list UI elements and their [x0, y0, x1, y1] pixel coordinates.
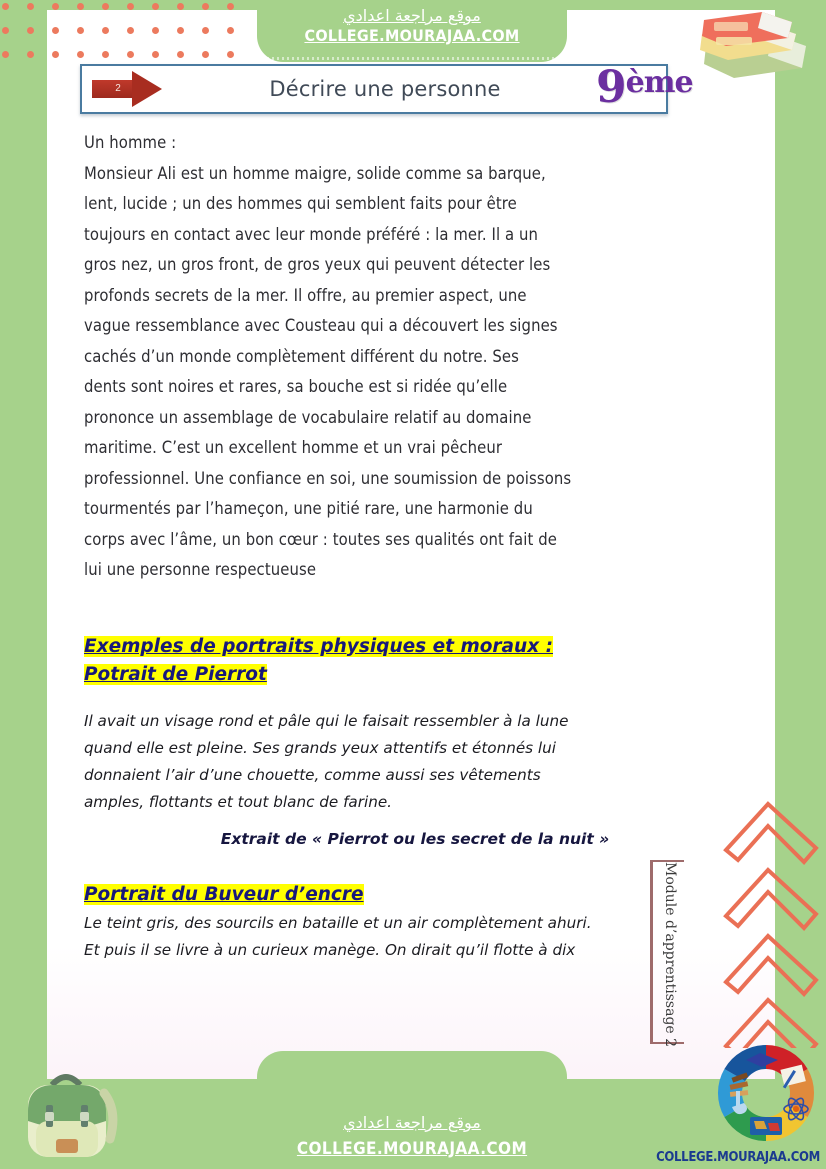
text-line: quand elle est pleine. Ses grands yeux attentifs et étonnés lui: [84, 738, 556, 757]
document-content: [84, 128, 666, 964]
grade-badge-suffix: ème: [625, 65, 693, 100]
decoration-dot: [77, 51, 84, 58]
spacer: [84, 690, 666, 708]
decoration-dot: [202, 27, 209, 34]
decoration-dot: [177, 3, 184, 10]
chevron-up-outline-icon: [716, 788, 826, 1048]
buveur-heading-line: [84, 882, 666, 908]
text-line: lent, lucide ; un des hommes qui semblent faits pour être: [84, 194, 517, 213]
text-line: profonds secrets de la mer. Il offre, au premier aspect, une: [84, 285, 527, 305]
lesson-title-bar: [80, 64, 668, 114]
arrow-right-icon: [92, 71, 164, 107]
decoration-dot: [27, 27, 34, 34]
book-stack-icon: [694, 6, 814, 94]
decoration-dot: [52, 27, 59, 34]
decoration-dot: [102, 27, 109, 34]
text-line: toujours en contact avec leur monde préféré : la mer. Il a un: [84, 224, 539, 244]
decoration-dot: [202, 3, 209, 10]
header-site-url[interactable]: COLLEGE.MOURAJAA.COM: [304, 26, 520, 45]
examples-heading-text-1: Exemples de portraits physiques et moraux :: [84, 635, 553, 657]
decoration-dot: [227, 3, 234, 10]
module-label-text: Module d’apprentissage 2: [662, 862, 678, 1048]
text-line: tourmentés par l’hameçon, une pitié rare, une harmonie du: [84, 499, 533, 518]
decoration-dot: [77, 27, 84, 34]
text-line: cachés d’un monde complètement différent du notre. Ses: [84, 346, 519, 366]
text-line: dents sont noires et rares, sa bouche est si ridée qu’elle: [84, 377, 508, 396]
page-title: Décrire une personne: [269, 77, 501, 101]
lesson-number: 2: [115, 83, 121, 94]
text-line: vague ressemblance avec Cousteau qui a découvert les signes: [84, 316, 558, 335]
examples-heading-text-2: Potrait de Pierrot: [84, 663, 267, 685]
buveur-heading-text: Portrait du Buveur d’encre: [84, 883, 364, 905]
dot-grid-decoration: [0, 0, 250, 60]
text-line: gros nez, un gros front, de gros yeux qui peuvent détecter les: [84, 255, 551, 274]
text-line: Et puis il se livre à un curieux manège. On dirait qu’il flotte à dix: [84, 940, 576, 959]
decoration-dot: [52, 3, 59, 10]
header-dotted-rule: [267, 57, 557, 60]
spacer: [84, 586, 666, 634]
examples-heading-line-2: [84, 662, 666, 688]
arrow-head: [132, 71, 162, 107]
backpack-icon: [12, 1063, 122, 1163]
text-line: prononce un assemblage de vocabulaire relatif au domaine: [84, 407, 532, 427]
footer-site-arabic: موقع مراجعة اعدادي: [343, 1113, 481, 1132]
buveur-paragraph: [84, 910, 666, 964]
pierrot-paragraph: [84, 708, 666, 816]
intro-label: Un homme :: [84, 133, 177, 152]
decoration-dot: [2, 3, 9, 10]
text-line: Il avait un visage rond et pâle qui le faisait ressembler à la lune: [84, 711, 569, 730]
decoration-dot: [177, 51, 184, 58]
text-line: corps avec l’âme, un bon cœur : toutes ses qualités ont fait de: [84, 529, 557, 549]
decoration-dot: [52, 51, 59, 58]
decoration-dot: [202, 51, 209, 58]
module-label-box: [650, 860, 684, 1048]
decoration-dot: [152, 27, 159, 34]
decoration-dot: [127, 27, 134, 34]
grade-badge: [596, 62, 693, 113]
page-footer: [0, 1079, 826, 1169]
logo-caption: COLLEGE.MOURAJAA.COM: [656, 1150, 820, 1165]
text-line: Le teint gris, des sourcils en bataille et un air complètement ahuri.: [84, 913, 592, 932]
footer-site-tab: [257, 1051, 567, 1121]
grade-badge-number: 9: [596, 62, 626, 113]
text-line: professionnel. Une confiance en soi, une soumission de poissons: [84, 468, 572, 488]
decoration-dot: [127, 51, 134, 58]
spacer: [84, 848, 666, 882]
decoration-dot: [227, 51, 234, 58]
examples-heading-line-1: [84, 634, 666, 660]
text-line: maritime. C’est un excellent homme et un vrai pêcheur: [84, 438, 503, 457]
text-line: donnaient l’air d’une chouette, comme aussi ses vêtements: [84, 765, 541, 784]
header-site-arabic: موقع مراجعة اعدادي: [343, 6, 481, 25]
decoration-dot: [177, 27, 184, 34]
footer-site-url[interactable]: COLLEGE.MOURAJAA.COM: [296, 1139, 528, 1159]
main-paragraph: [84, 159, 666, 586]
decoration-dot: [102, 51, 109, 58]
decoration-dot: [27, 51, 34, 58]
text-line: amples, flottants et tout blanc de farine.: [84, 792, 392, 811]
text-line: Monsieur Ali est un homme maigre, solide comme sa barque,: [84, 163, 546, 183]
decoration-dot: [27, 3, 34, 10]
decoration-dot: [2, 51, 9, 58]
decoration-dot: [127, 3, 134, 10]
decoration-dot: [102, 3, 109, 10]
decoration-dot: [2, 27, 9, 34]
pierrot-source: Extrait de « Pierrot ou les secret de la nuit »: [220, 829, 610, 848]
decoration-dot: [152, 3, 159, 10]
header-site-tab: [257, 0, 567, 62]
decoration-dot: [227, 27, 234, 34]
education-wheel-logo-icon: [712, 1039, 820, 1147]
text-line: lui une personne respectueuse: [84, 560, 317, 579]
decoration-dot: [77, 3, 84, 10]
decoration-dot: [152, 51, 159, 58]
